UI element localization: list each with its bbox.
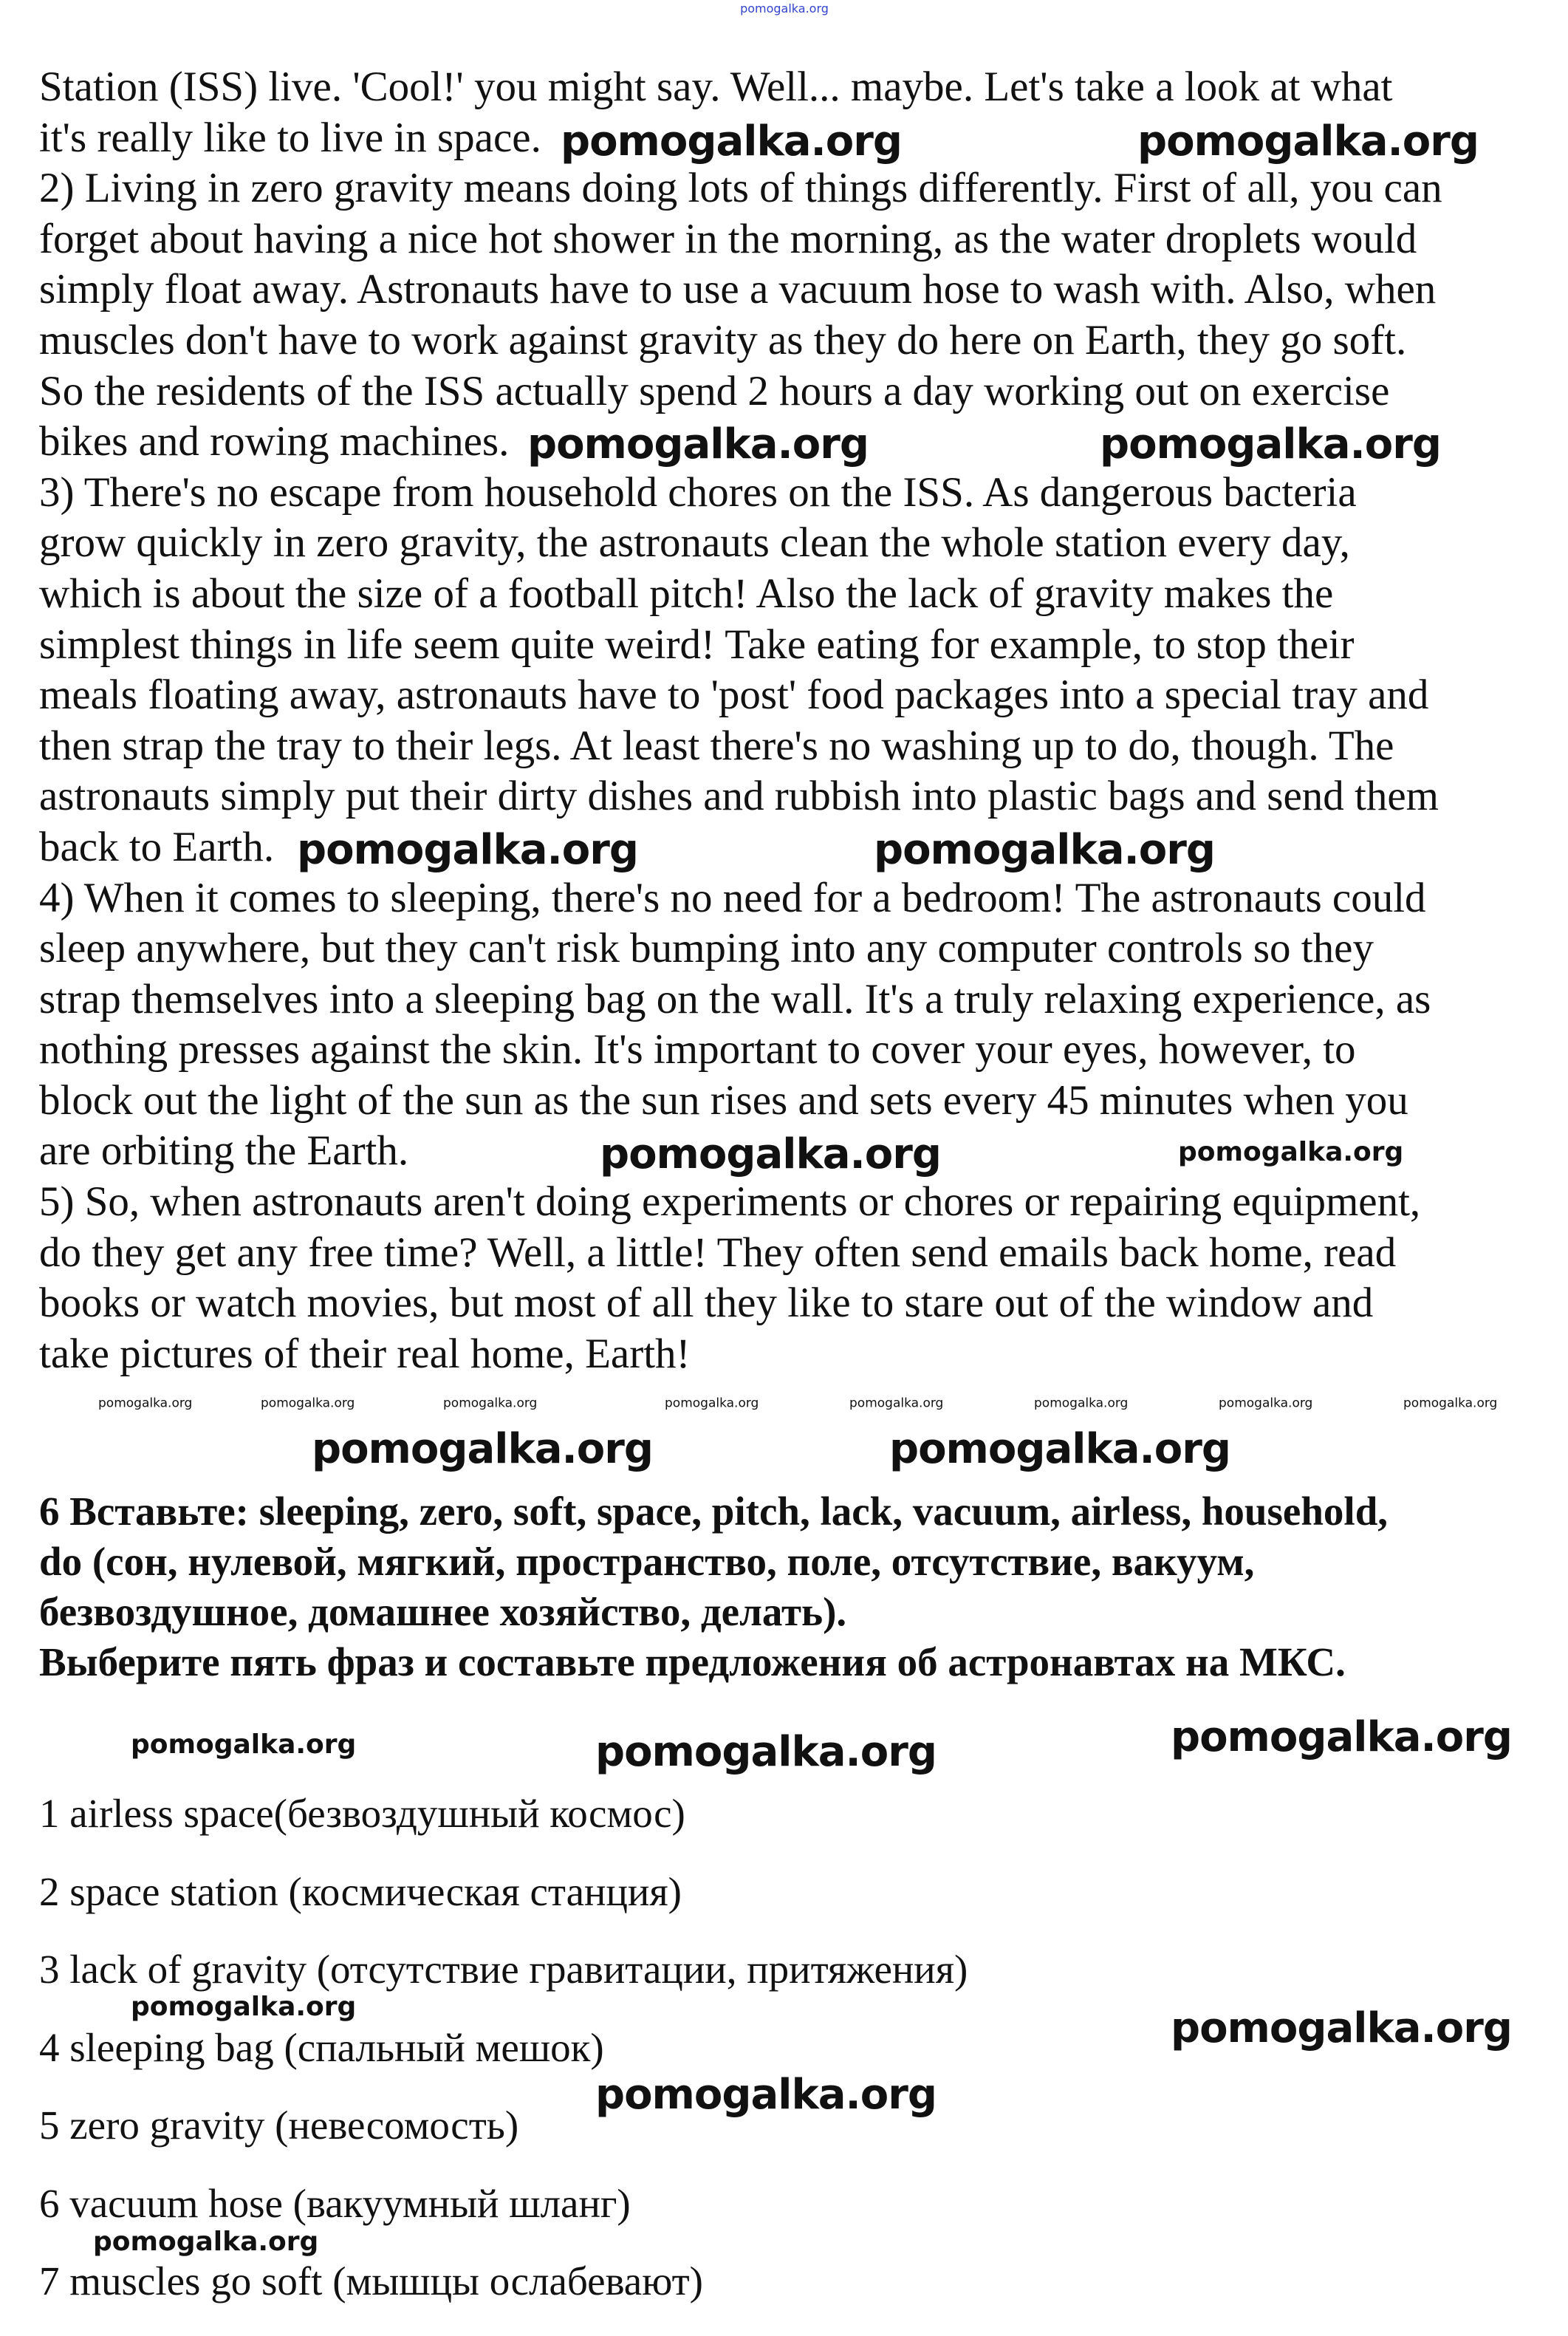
answer-item: 4 sleeping bag (спальный мешок) xyxy=(39,2024,604,2070)
watermark: pomogalka.org xyxy=(443,1396,538,1411)
watermark: pomogalka.org xyxy=(1100,420,1441,468)
passage-line: nothing presses against the skin. It's important to cover your eyes, however, to xyxy=(39,1026,1356,1073)
answer-item: 5 zero gravity (невесомость) xyxy=(39,2103,519,2148)
task-line: 6 Вставьте: sleeping, zero, soft, space, pitch, lack, vacuum, airless, household, xyxy=(39,1489,1389,1534)
watermark: pomogalka.org xyxy=(600,1130,941,1178)
watermark: pomogalka.org xyxy=(93,2227,319,2257)
watermark: pomogalka.org xyxy=(1403,1396,1498,1411)
passage-line: forget about having a nice hot shower in the morning, as the water droplets would xyxy=(39,215,1417,262)
passage-line: it's really like to live in space. xyxy=(39,114,541,161)
task-line: do (сон, нулевой, мягкий, пространство, поле, отсутствие, вакуум, xyxy=(39,1539,1255,1584)
watermark: pomogalka.org xyxy=(1178,1137,1404,1167)
watermark: pomogalka.org xyxy=(131,1992,357,2022)
passage-line: are orbiting the Earth. xyxy=(39,1127,409,1175)
watermark: pomogalka.org xyxy=(849,1396,944,1411)
answer-item: 2 space station (космическая станция) xyxy=(39,1868,682,1914)
passage-line: books or watch movies, but most of all they like to stare out of the window and xyxy=(39,1280,1374,1327)
answer-item: 7 muscles go soft (мышцы ослабевают) xyxy=(39,2258,703,2303)
answer-item: 6 vacuum hose (вакуумный шланг) xyxy=(39,2180,631,2226)
watermark: pomogalka.org xyxy=(1171,2004,1512,2052)
watermark: pomogalka.org xyxy=(740,1,829,16)
watermark: pomogalka.org xyxy=(312,1425,653,1473)
watermark: pomogalka.org xyxy=(595,2071,937,2119)
watermark: pomogalka.org xyxy=(1137,117,1479,165)
passage-text xyxy=(39,62,1442,1379)
passage-line: 2) Living in zero gravity means doing lots of things differently. First of all, you can xyxy=(39,165,1442,212)
passage-line: sleep anywhere, but they can't risk bumping into any computer controls so they xyxy=(39,925,1374,972)
passage-line: meals floating away, astronauts have to 'post' food packages into a special tray and xyxy=(39,672,1429,719)
passage-line: Station (ISS) live. 'Cool!' you might say. Well... maybe. Let's take a look at what xyxy=(39,64,1393,110)
passage-line: 5) So, when astronauts aren't doing experiments or chores or repairing equipment, xyxy=(39,1178,1421,1226)
watermark: pomogalka.org xyxy=(261,1396,355,1411)
watermark: pomogalka.org xyxy=(527,420,869,468)
watermark: pomogalka.org xyxy=(98,1396,193,1411)
passage-line: astronauts simply put their dirty dishes and rubbish into plastic bags and send them xyxy=(39,773,1439,820)
watermark: pomogalka.org xyxy=(131,1729,357,1760)
passage-line: take pictures of their real home, Earth! xyxy=(39,1330,691,1377)
task-line: Выберите пять фраз и составьте предложения об астронавтах на МКС. xyxy=(39,1639,1346,1684)
answer-item: 3 lack of gravity (отсутствие гравитации, притяжения) xyxy=(39,1947,968,1992)
task-instructions xyxy=(39,1486,1388,1687)
passage-line: block out the light of the sun as the sun rises and sets every 45 minutes when you xyxy=(39,1076,1408,1124)
watermark: pomogalka.org xyxy=(561,117,902,165)
passage-line: So the residents of the ISS actually spend 2 hours a day working out on exercise xyxy=(39,367,1390,414)
watermark: pomogalka.org xyxy=(1171,1713,1512,1761)
watermark: pomogalka.org xyxy=(595,1728,937,1776)
passage-line: back to Earth. xyxy=(39,823,275,870)
passage-line: which is about the size of a football pitch! Also the lack of gravity makes the xyxy=(39,570,1334,617)
watermark: pomogalka.org xyxy=(1034,1396,1129,1411)
passage-line: grow quickly in zero gravity, the astronauts clean the whole station every day, xyxy=(39,519,1350,567)
passage-line: 4) When it comes to sleeping, there's no need for a bedroom! The astronauts could xyxy=(39,874,1426,921)
passage-line: 3) There's no escape from household chores on the ISS. As dangerous bacteria xyxy=(39,468,1357,516)
passage-line: strap themselves into a sleeping bag on the wall. It's a truly relaxing experience, as xyxy=(39,975,1431,1022)
watermark: pomogalka.org xyxy=(665,1396,759,1411)
passage-line: simply float away. Astronauts have to use a vacuum hose to wash with. Also, when xyxy=(39,266,1437,313)
passage-line: do they get any free time? Well, a little! They often send emails back home, read xyxy=(39,1229,1397,1276)
answer-item: 1 airless space(безвоздушный космос) xyxy=(39,1791,685,1836)
passage-line: bikes and rowing machines. xyxy=(39,418,510,465)
watermark: pomogalka.org xyxy=(1219,1396,1313,1411)
passage-line: simplest things in life seem quite weird! Take eating for example, to stop their xyxy=(39,621,1355,668)
passage-line: muscles don't have to work against gravity as they do here on Earth, they go soft. xyxy=(39,316,1407,363)
watermark: pomogalka.org xyxy=(889,1425,1230,1473)
task-line: безвоздушное, домашнее хозяйство, делать). xyxy=(39,1589,847,1634)
passage-line: then strap the tray to their legs. At least there's no washing up to do, though. The xyxy=(39,722,1394,769)
watermark: pomogalka.org xyxy=(874,826,1215,874)
watermark: pomogalka.org xyxy=(297,826,638,874)
